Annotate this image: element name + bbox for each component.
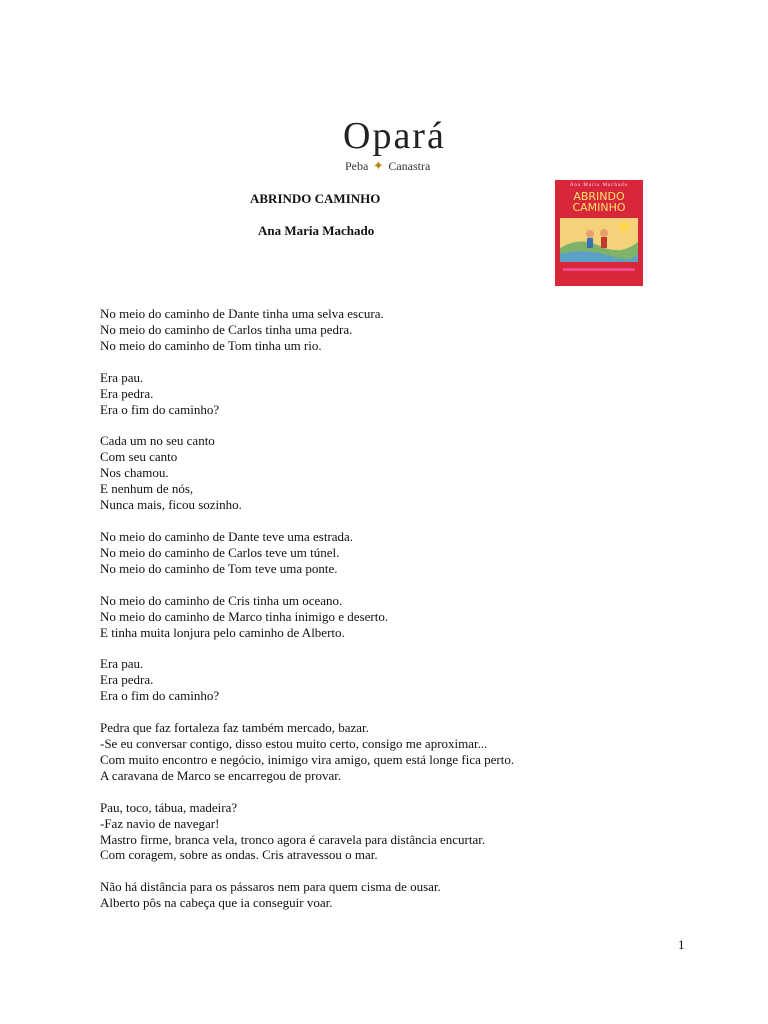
poem-line: Cada um no seu canto: [100, 433, 215, 449]
poem-line: Pau, toco, tábua, madeira?: [100, 799, 238, 815]
page-number: 1: [678, 937, 685, 952]
poem-line: Era pau.: [100, 656, 144, 672]
poem-line: No meio do caminho de Tom tinha um rio.: [100, 337, 322, 353]
publisher-logo: [343, 115, 448, 174]
stanza: [100, 529, 660, 577]
poem-line: E tinha muita lonjura pelo caminho de Alberto.: [100, 624, 345, 640]
poem-line: No meio do caminho de Carlos teve um túnel.: [100, 544, 340, 560]
stanza: [100, 433, 660, 513]
poem-line: Não há distância para os pássaros nem para quem cisma de ousar.: [100, 879, 441, 895]
poem-line: No meio do caminho de Marco tinha inimigo e deserto.: [100, 608, 389, 624]
stanza: [100, 800, 660, 864]
book-cover-image: [555, 180, 643, 286]
cover-title: [561, 191, 637, 213]
poem-line: -Faz navio de navegar!: [100, 815, 220, 831]
document-title: ABRINDO CAMINHO: [250, 191, 381, 206]
poem-line: No meio do caminho de Dante tinha uma selva escura.: [100, 306, 384, 321]
poem-line: Era o fim do caminho?: [100, 688, 220, 704]
poem-body: [100, 306, 660, 927]
cover-title-line-2: CAMINHO: [572, 201, 626, 214]
cover-title-line-1: ABRINDO: [573, 190, 625, 203]
stanza: [100, 879, 660, 911]
poem-line: Pedra que faz fortaleza faz também mercado, bazar.: [100, 720, 369, 736]
stanza: [100, 656, 660, 704]
document-author: Ana Maria Machado: [258, 223, 375, 238]
poem-line: Alberto pôs na cabeça que ia conseguir voar.: [100, 895, 333, 911]
logo-right-text: Canastra: [388, 159, 431, 173]
poem-line: No meio do caminho de Tom teve uma ponte.: [100, 560, 338, 576]
poem-line: No meio do caminho de Carlos tinha uma pedra.: [100, 321, 353, 337]
cover-footer-bar: [563, 268, 635, 271]
poem-line: Com coragem, sobre as ondas. Cris atravessou o mar.: [100, 847, 378, 863]
stanza: [100, 593, 660, 641]
poem-line: A caravana de Marco se encarregou de provar.: [100, 767, 342, 783]
poem-line: -Se eu conversar contigo, disso estou muito certo, consigo me aproximar...: [100, 736, 488, 752]
cover-author: Ana Maria Machado: [569, 183, 629, 188]
poem-line: Com muito encontro e negócio, inimigo vira amigo, quem está longe fica perto.: [100, 751, 515, 767]
logo-main-text: Opará: [343, 115, 446, 157]
poem-line: E nenhum de nós,: [100, 481, 194, 497]
cover-illustration: [560, 218, 638, 262]
stanza: [100, 370, 660, 418]
stanza: [100, 306, 660, 354]
stanza: [100, 720, 660, 784]
logo-left-text: Peba: [345, 159, 369, 173]
poem-line: No meio do caminho de Cris tinha um oceano.: [100, 592, 343, 608]
poem-line: No meio do caminho de Dante teve uma estrada.: [100, 528, 354, 544]
poem-line: Era o fim do caminho?: [100, 401, 220, 417]
poem-line: Era pedra.: [100, 385, 154, 401]
logo-emblem-icon: ✦: [372, 158, 384, 173]
poem-line: Mastro firme, branca vela, tronco agora é caravela para distância encurtar.: [100, 831, 486, 847]
poem-line: Nunca mais, ficou sozinho.: [100, 497, 242, 513]
poem-line: Era pau.: [100, 369, 144, 385]
poem-line: Era pedra.: [100, 672, 154, 688]
logo-subtitle: [345, 158, 430, 174]
poem-line: Nos chamou.: [100, 465, 169, 481]
poem-line: Com seu canto: [100, 449, 178, 465]
